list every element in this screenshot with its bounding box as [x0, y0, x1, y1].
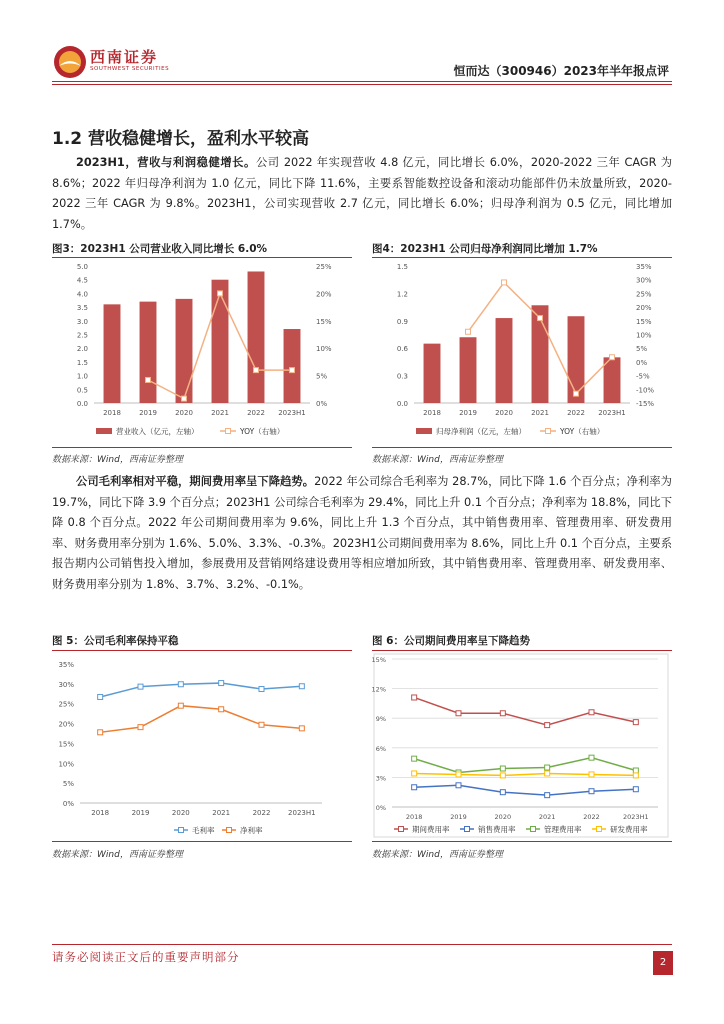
paragraph-lead: 2023H1，营收与利润稳健增长。 — [76, 156, 256, 169]
series-point — [589, 772, 594, 777]
figure-4-source: 数据来源：Wind，西南证券整理 — [372, 455, 503, 465]
figure-6-bottom-rule — [372, 841, 672, 842]
yoy-point — [538, 316, 543, 321]
x-tick-label: 2023H1 — [623, 813, 649, 821]
series-point — [299, 726, 304, 731]
paragraph-body: 公司 2022 年实现营收 4.8 亿元，同比增长 6.0%，2020-2022 三年 CAGR 为 8.6%；2022 年归母净利润为 1.0 亿元，同比下降 11.6%，主要系智能数控设备和滚动功能部件仍未放量所致，2020-2022 三年 CAGR 为 9.8%。2023H1，公司实现营收 2.7 亿元，同比增长 6.0%；归母净利润为 0.5 亿元，同比增加 1.7%。 — [52, 156, 672, 231]
y-tick-label: 20% — [58, 720, 74, 729]
y-right-tick-label: 15% — [636, 317, 652, 326]
bar — [140, 302, 157, 403]
legend-bar-swatch — [96, 428, 112, 434]
x-tick-label: 2018 — [405, 813, 423, 821]
series-point — [178, 703, 183, 708]
y-left-tick-label: 4.0 — [76, 290, 88, 299]
y-tick-label: 0% — [62, 800, 74, 808]
y-tick-label: 9% — [375, 715, 386, 724]
y-right-tick-label: 5% — [316, 372, 328, 381]
figure-5-title: 图 5：公司毛利率保持平稳 — [52, 635, 179, 647]
series-line — [414, 758, 636, 773]
series-point — [178, 682, 183, 687]
yoy-point — [182, 396, 187, 401]
series-point — [98, 730, 103, 735]
y-right-tick-label: 25% — [316, 263, 332, 271]
x-tick-label: 2021 — [212, 809, 231, 817]
series-point — [545, 793, 550, 798]
bar — [104, 304, 121, 403]
x-tick-label: 2018 — [423, 409, 441, 417]
x-tick-label: 2019 — [459, 409, 477, 417]
y-right-tick-label: 15% — [316, 317, 332, 326]
x-tick-label: 2021 — [538, 813, 556, 821]
y-tick-label: 25% — [58, 700, 74, 709]
margin-chart — [52, 651, 352, 840]
legend-marker — [179, 828, 184, 833]
legend-marker — [546, 429, 551, 434]
report-title: 恒而达（300946）2023年半年报点评 — [453, 64, 669, 78]
series-point — [633, 773, 638, 778]
paragraph-revenue — [52, 153, 672, 235]
x-tick-label: 2023H1 — [598, 409, 626, 417]
y-right-tick-label: 0% — [316, 400, 328, 408]
x-tick-label: 2023H1 — [278, 409, 306, 417]
y-tick-label: 12% — [372, 685, 386, 694]
series-point — [299, 684, 304, 689]
net-profit-chart — [372, 258, 672, 446]
series-point — [633, 787, 638, 792]
y-tick-label: 6% — [375, 744, 386, 753]
legend-label: 销售费用率 — [478, 825, 516, 834]
yoy-point — [146, 377, 151, 382]
series-point — [500, 773, 505, 778]
x-tick-label: 2022 — [567, 409, 585, 417]
revenue-chart — [52, 258, 352, 446]
legend-label: 营业收入（亿元，左轴） — [116, 427, 199, 436]
y-left-tick-label: 2.5 — [76, 331, 88, 340]
y-left-tick-label: 0.0 — [76, 400, 88, 408]
x-tick-label: 2022 — [247, 409, 265, 417]
paragraph-lead: 公司毛利率相对平稳，期间费用率呈下降趋势。 — [76, 475, 315, 488]
page-number: 2 — [653, 951, 673, 975]
y-right-tick-label: 10% — [636, 331, 652, 340]
series-point — [219, 707, 224, 712]
series-line — [414, 697, 636, 725]
section-heading: 1.2 营收稳健增长，盈利水平较高 — [52, 129, 310, 149]
series-point — [456, 783, 461, 788]
header-divider-secondary — [52, 84, 672, 85]
y-tick-label: 5% — [62, 780, 74, 789]
y-left-tick-label: 0.5 — [76, 386, 88, 395]
y-tick-label: 15% — [58, 740, 74, 749]
series-point — [259, 687, 264, 692]
footer-divider — [52, 944, 672, 945]
bar — [284, 329, 301, 403]
bar — [212, 280, 229, 403]
y-right-tick-label: 30% — [636, 276, 652, 285]
y-left-tick-label: 1.0 — [76, 372, 88, 381]
x-tick-label: 2019 — [450, 813, 467, 821]
yoy-point — [574, 391, 579, 396]
legend-marker — [227, 828, 232, 833]
figure-5-source: 数据来源：Wind，西南证券整理 — [52, 850, 183, 860]
series-point — [500, 711, 505, 716]
y-tick-label: 3% — [375, 774, 386, 783]
series-line — [414, 785, 636, 795]
y-left-tick-label: 2.0 — [76, 345, 88, 354]
legend-marker — [465, 827, 470, 832]
y-left-tick-label: 0.0 — [396, 400, 408, 408]
legend-label: 期间费用率 — [412, 825, 450, 834]
x-tick-label: 2021 — [531, 409, 549, 417]
series-line — [100, 706, 302, 733]
series-point — [219, 681, 224, 686]
x-tick-label: 2022 — [252, 809, 271, 817]
yoy-point — [218, 291, 223, 296]
y-right-tick-label: 5% — [636, 345, 648, 354]
legend-label: 研发费用率 — [610, 825, 648, 834]
series-point — [589, 755, 594, 760]
series-point — [633, 768, 638, 773]
x-tick-label: 2022 — [583, 813, 600, 821]
yoy-point — [502, 280, 507, 285]
legend-marker — [226, 429, 231, 434]
figure-6-title: 图 6：公司期间费用率呈下降趋势 — [372, 635, 530, 647]
legend-label: 管理费用率 — [544, 825, 582, 834]
expense-ratio-chart — [372, 651, 672, 840]
bar — [568, 316, 585, 403]
brand-logo-icon — [52, 44, 88, 80]
y-right-tick-label: -15% — [636, 400, 655, 408]
y-left-tick-label: 4.5 — [76, 276, 88, 285]
series-line — [414, 773, 636, 775]
y-right-tick-label: 10% — [316, 345, 332, 354]
y-right-tick-label: 0% — [636, 358, 648, 367]
figure-4-bottom-rule — [372, 447, 672, 448]
series-line — [100, 683, 302, 697]
series-point — [545, 723, 550, 728]
yoy-point — [290, 368, 295, 373]
x-tick-label: 2020 — [171, 809, 190, 817]
series-point — [412, 771, 417, 776]
series-point — [412, 785, 417, 790]
yoy-point — [466, 329, 471, 334]
y-tick-label: 10% — [58, 760, 74, 769]
x-tick-label: 2020 — [494, 813, 512, 821]
y-right-tick-label: 25% — [636, 290, 652, 299]
legend-marker — [531, 827, 536, 832]
legend-label: 净利率 — [240, 826, 263, 835]
legend-label: 毛利率 — [192, 826, 215, 835]
y-tick-label: 15% — [372, 656, 386, 664]
x-tick-label: 2019 — [139, 409, 157, 417]
y-right-tick-label: 20% — [316, 290, 332, 299]
series-point — [138, 684, 143, 689]
header-divider — [52, 81, 672, 82]
legend-label: YOY（右轴） — [240, 427, 285, 436]
series-point — [456, 772, 461, 777]
figure-4-title: 图4：2023H1 公司归母净利润同比增加 1.7% — [372, 243, 598, 255]
series-point — [138, 725, 143, 730]
figure-3-source: 数据来源：Wind，西南证券整理 — [52, 455, 183, 465]
legend-label: YOY（右轴） — [560, 427, 605, 436]
paragraph-margin — [52, 472, 672, 596]
footer-disclaimer: 请务必阅读正文后的重要声明部分 — [52, 950, 240, 964]
series-point — [456, 711, 461, 716]
bar — [496, 318, 513, 403]
figure-5-bottom-rule — [52, 841, 352, 842]
series-point — [500, 790, 505, 795]
x-tick-label: 2021 — [211, 409, 229, 417]
bar — [424, 344, 441, 403]
legend-bar-swatch — [416, 428, 432, 434]
y-right-tick-label: -5% — [636, 372, 650, 381]
series-point — [545, 765, 550, 770]
figure-3-bottom-rule — [52, 447, 352, 448]
y-right-tick-label: -10% — [636, 386, 655, 395]
x-tick-label: 2018 — [91, 809, 110, 817]
x-tick-label: 2020 — [175, 409, 193, 417]
x-tick-label: 2019 — [131, 809, 150, 817]
bar — [248, 271, 265, 403]
series-point — [412, 695, 417, 700]
bar — [460, 337, 477, 403]
x-tick-label: 2023H1 — [288, 809, 316, 817]
series-point — [589, 789, 594, 794]
x-tick-label: 2020 — [495, 409, 513, 417]
y-right-tick-label: 35% — [636, 263, 652, 271]
yoy-point — [610, 355, 615, 360]
brand-name-en: SOUTHWEST SECURITIES — [90, 66, 170, 72]
brand-name: 西南证券 — [90, 48, 159, 66]
y-tick-label: 35% — [58, 661, 74, 669]
y-left-tick-label: 3.5 — [76, 304, 88, 313]
y-left-tick-label: 0.6 — [396, 345, 408, 354]
series-point — [589, 710, 594, 715]
paragraph-body: 2022 年公司综合毛利率为 28.7%，同比下降 1.6 个百分点；净利率为 19.7%，同比下降 3.9 个百分点；2023H1 公司综合毛利率为 29.4%，同比上升 0.1 个百分点；净利率为 18.8%，同比下降 0.8 个百分点。2022 年公司期间费用率为 9.6%，同比上升 1.3 个百分点，其中销售费用率、管理费用率、研发费用率、财务费用率分别为 1.6%、5.0%、3.3%、-0.3%。2023H1公司期间费用率为 8.6%，同比上升 0.1 个百分点，主要系报告期内公司销售投入增加，参展费用及营销网络建设费用等相应增加所致，其中销售费用率、管理费用率、研发费用率、财务费用率分别为 1.8%、3.7%、3.2%、-0.1%。 — [52, 475, 672, 591]
y-left-tick-label: 3.0 — [76, 317, 88, 326]
y-left-tick-label: 0.3 — [396, 372, 408, 381]
y-left-tick-label: 0.9 — [396, 317, 408, 326]
y-left-tick-label: 1.5 — [396, 263, 408, 271]
series-point — [633, 720, 638, 725]
y-left-tick-label: 5.0 — [76, 263, 88, 271]
y-left-tick-label: 1.2 — [396, 290, 408, 299]
bar — [176, 299, 193, 403]
y-tick-label: 0% — [375, 804, 386, 812]
series-point — [412, 756, 417, 761]
series-point — [500, 766, 505, 771]
legend-marker — [399, 827, 404, 832]
y-right-tick-label: 20% — [636, 304, 652, 313]
y-left-tick-label: 1.5 — [76, 358, 88, 367]
figure-3-title: 图3：2023H1 公司营业收入同比增长 6.0% — [52, 243, 268, 255]
x-tick-label: 2018 — [103, 409, 121, 417]
plot-frame — [374, 654, 668, 837]
figure-6-source: 数据来源：Wind，西南证券整理 — [372, 850, 503, 860]
series-point — [545, 771, 550, 776]
series-point — [98, 694, 103, 699]
y-tick-label: 30% — [58, 680, 74, 689]
legend-label: 归母净利润（亿元，左轴） — [436, 427, 526, 436]
series-point — [259, 722, 264, 727]
legend-marker — [597, 827, 602, 832]
yoy-point — [254, 368, 259, 373]
